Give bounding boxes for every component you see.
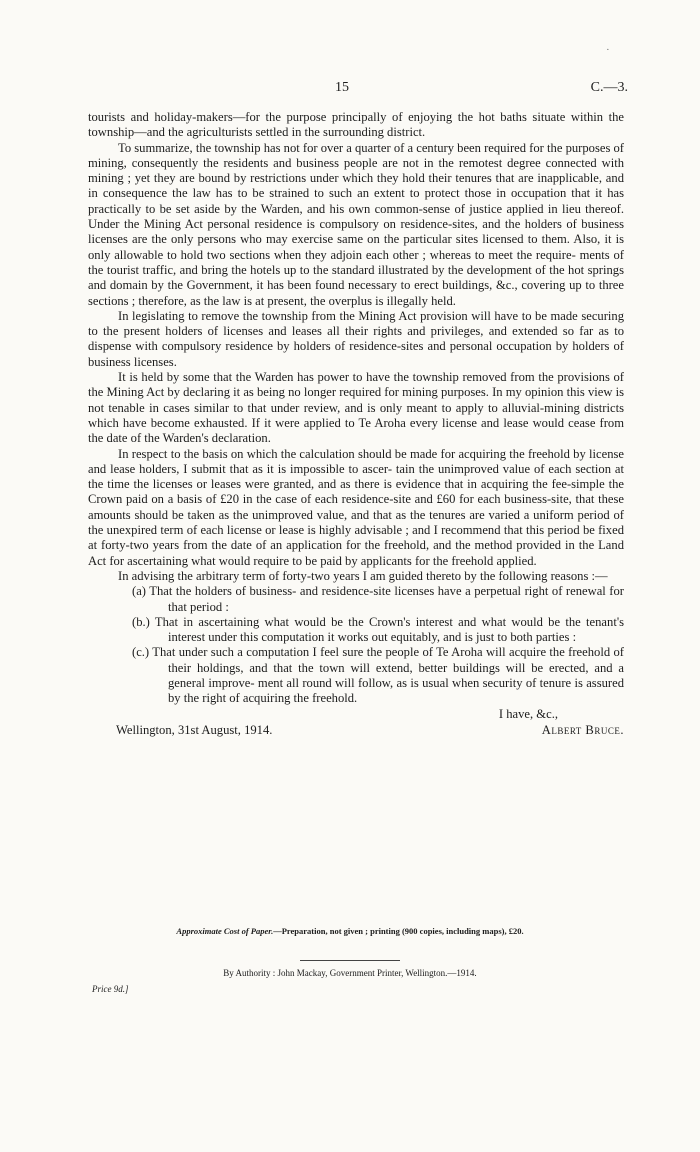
paragraph: In respect to the basis on which the calculation should be made for acquiring the freehold by license and lease holders, I submit that as it is impossible to ascer- tain the unimproved value of each section at the time the licenses or leases were granted, and as there is evidence that in acquiring the fee-simple the Crown paid on a basis of £20 in the case of each residence-site and £60 for each business-site, that these amounts should be taken as the unimproved value, and that as the tenures are varied a uniform period of the unexpired term of each license or lease is highly advisable ; and I recommend that this period be fixed at forty-two years from the date of an application for the freehold, and the method provided in the Land Act for ascertaining what would require to be paid by applicants for the freehold applied. bbox=[88, 446, 624, 568]
paragraph: In advising the arbitrary term of forty-two years I am guided thereto by the following reasons :— bbox=[118, 568, 608, 583]
reason-item bbox=[88, 615, 624, 646]
paragraph: To summarize, the township has not for over a quarter of a century been required for the purposes of mining, consequently the residents and business people are not in the remotest degree connected with mining ; yet they are bound by restrictions under which they hold their tenures that are inapplicable, and in consequence the law has to be strained to such an extent to protect those in occupation that it has practically to be set aside by the Warden, and his own common-sense of justice applied in lieu thereof. Under the Mining Act personal residence is compulsory on residence-sites, and the holders of business licenses are the only persons who may exercise same on the particular sites licensed to them. Also, it is only allowable to hold two sections when they adjoin each other ; whereas to meet the require- ments of the tourist traffic, and bring the hotels up to the standard illustrated by the development of the hot springs and domain by the Government, it has been found necessary to erect buildings, &c., covering up to three sections ; therefore, as the law is at present, the overplus is illegally held. bbox=[88, 140, 624, 308]
printer-authority: By Authority : John Mackay, Government Printer, Wellington.—1914. bbox=[223, 968, 477, 978]
paragraph: tourists and holiday-makers—for the purpose principally of enjoying the hot baths situate within the township—and the agriculturists settled in the surrounding district. bbox=[88, 110, 624, 140]
document-reference: C.—3. bbox=[590, 80, 628, 95]
reasons-list bbox=[88, 584, 624, 706]
cost-note bbox=[0, 926, 700, 936]
page-header bbox=[0, 80, 700, 100]
closing-salutation: I have, &c., bbox=[498, 706, 558, 721]
reason-marker: (c.) bbox=[132, 645, 150, 660]
reason-text: That the holders of business- and residence-site licenses have a perpetual right of renewal for that period : bbox=[149, 584, 624, 614]
reason-item bbox=[88, 584, 624, 615]
signature-block bbox=[88, 707, 624, 741]
scan-dot: · bbox=[606, 44, 610, 56]
report-body bbox=[88, 110, 624, 741]
cost-label: Approximate Cost of Paper. bbox=[176, 926, 274, 936]
reason-item bbox=[88, 645, 624, 706]
divider bbox=[300, 960, 400, 961]
paragraph: In legislating to remove the township from the Mining Act provision will have to be made securing to the present holders of licenses and leases all their rights and privileges, and extended so far as to dispense with compulsory residence by holders of residence-sites and personal occupation by holders of business licenses. bbox=[88, 308, 624, 369]
place-and-date: Wellington, 31st August, 1914. bbox=[116, 722, 273, 737]
author-name: Albert Bruce. bbox=[541, 722, 624, 737]
page-number: 15 bbox=[335, 80, 349, 95]
reason-marker: (a) bbox=[132, 584, 146, 599]
cost-text: —Preparation, not given ; printing (900 copies, including maps), £20. bbox=[273, 926, 524, 936]
reason-text: That in ascertaining what would be the Crown's interest and what would be the tenant's interest under this computation it works out equitably, and is just to both parties : bbox=[154, 614, 624, 645]
reason-text: That under such a computation I feel sure the people of Te Aroha will acquire the freehold of their holdings, and that the town will extend, better buildings will be erected, and a general improve- ment all round will follow, as is usual when security of tenure is assured by the right of acquiring the freehold. bbox=[152, 645, 624, 706]
price-note: Price 9d.] bbox=[92, 984, 129, 994]
reason-marker: (b.) bbox=[132, 614, 150, 629]
paragraph: It is held by some that the Warden has power to have the township removed from the provisions of the Mining Act by declaring it as being no longer required for mining purposes. In my opinion this view is not tenable in cases similar to that under review, and is only meant to apply to alluvial-mining districts which have become exhausted. If it were applied to Te Aroha every license and lease would cease from the date of the Warden's declaration. bbox=[88, 370, 624, 446]
